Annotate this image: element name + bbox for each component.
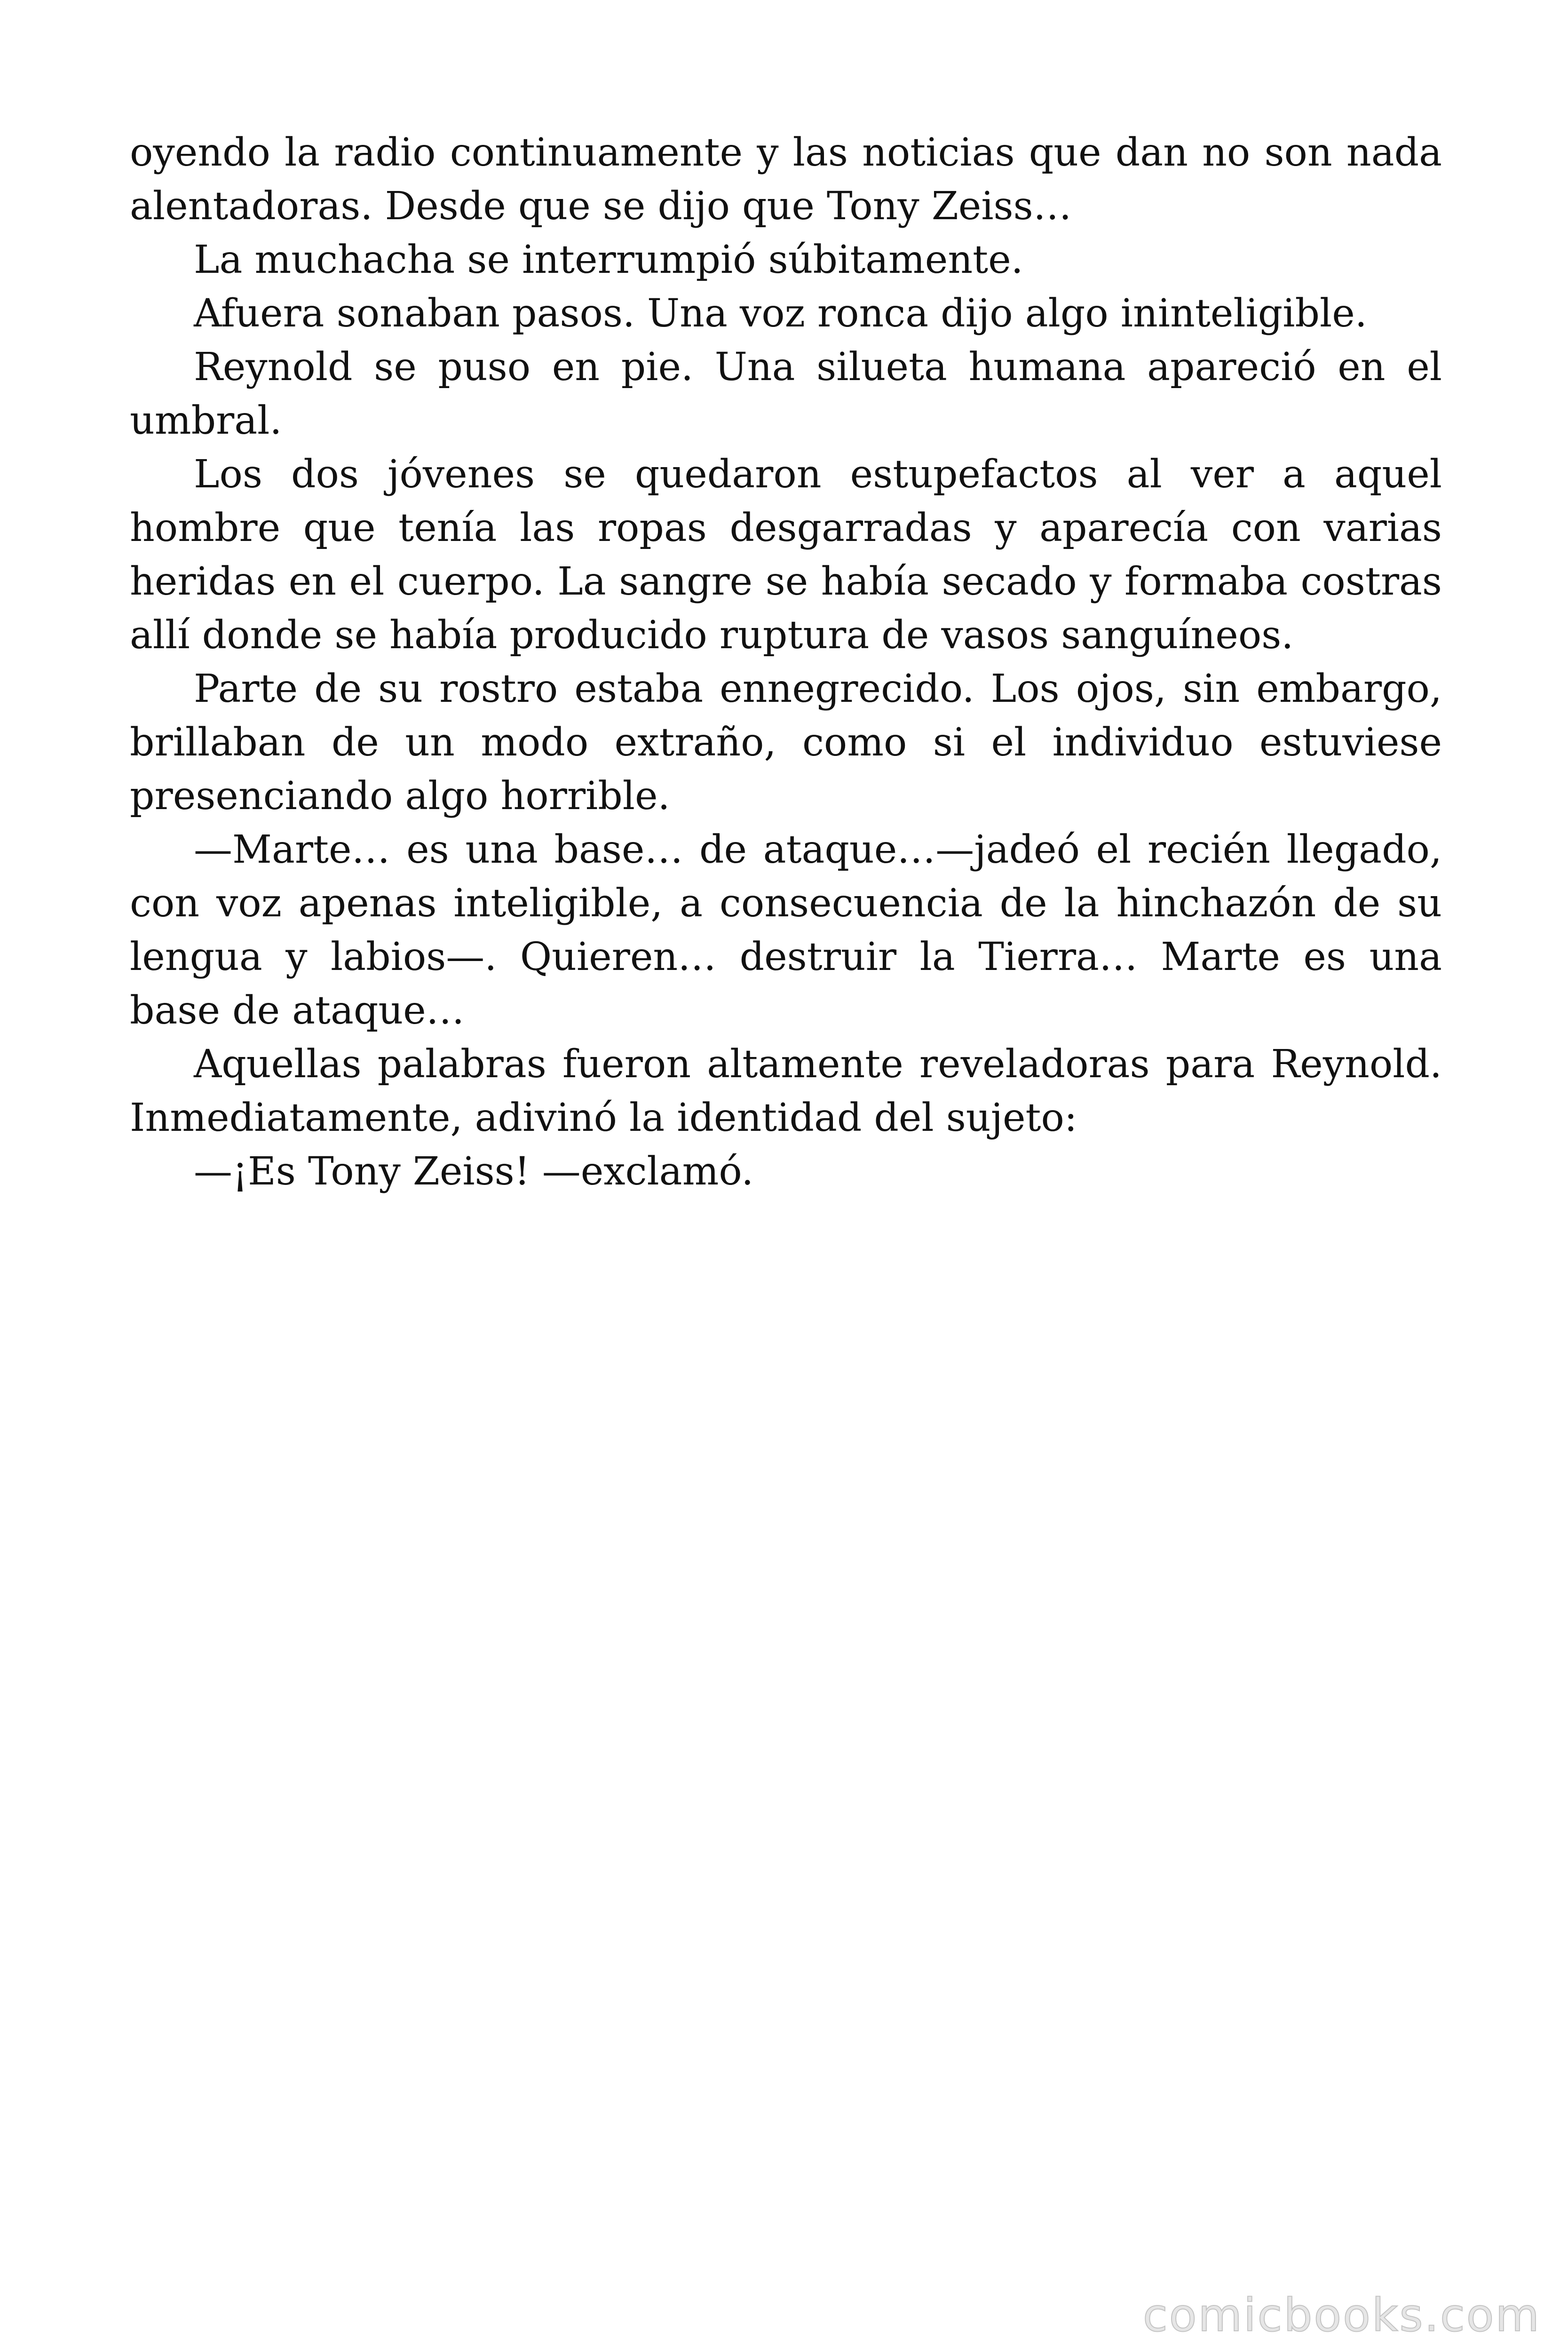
paragraph: Reynold se puso en pie. Una silueta humana apareció en el umbral. bbox=[130, 345, 1442, 443]
watermark: comicbooks.com bbox=[1142, 2289, 1541, 2342]
paragraph: Los dos jóvenes se quedaron estupefactos al ver a aquel hombre que tenía las ropas desgarradas y aparecía con varias heridas en el cuerpo. La sangre se había secado y formaba costras allí donde se había producido ruptura de vasos sanguíneos. bbox=[130, 452, 1442, 658]
paragraph: Afuera sonaban pasos. Una voz ronca dijo algo ininteligible. bbox=[194, 291, 1367, 336]
paragraph: Aquellas palabras fueron altamente reveladoras para Reynold. Inmediatamente, adivinó la identidad del sujeto: bbox=[130, 1042, 1442, 1140]
paragraph-dialogue: —Marte… es una base… de ataque…—jadeó el recién llegado, con voz apenas inteligible, a consecuencia de la hinchazón de su lengua y labios—. Quieren… destruir la Tierra… Marte es una base de ataque… bbox=[130, 827, 1442, 1033]
paragraph-continuation: oyendo la radio continuamente y las noticias que dan no son nada alentadoras. Desde que se dijo que Tony Zeiss… bbox=[130, 130, 1442, 229]
paragraph-dialogue: —¡Es Tony Zeiss! —exclamó. bbox=[194, 1149, 754, 1194]
paragraph: Parte de su rostro estaba ennegrecido. Los ojos, sin embargo, brillaban de un modo extraño, como si el individuo estuviese presenciando algo horrible. bbox=[130, 667, 1442, 818]
page-body-text bbox=[130, 126, 1442, 1199]
paragraph: La muchacha se interrumpió súbitamente. bbox=[194, 238, 1023, 282]
